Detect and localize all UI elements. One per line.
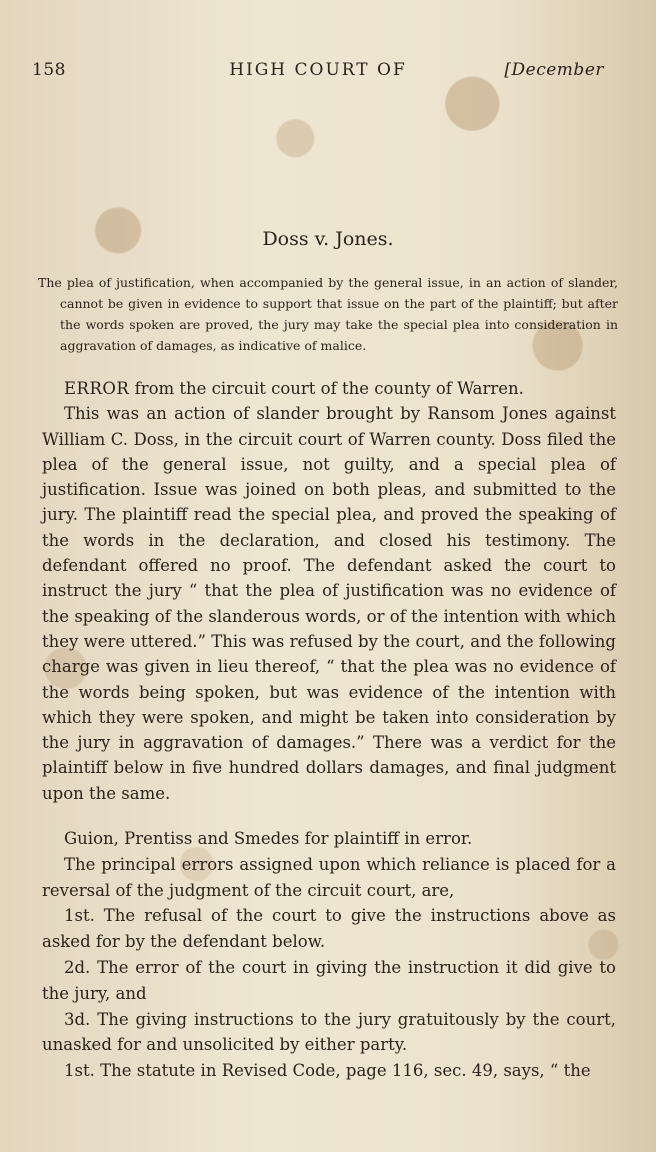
- page-number: 158: [32, 60, 66, 80]
- counsel-line: Guion, Prentiss and Smedes for plaintiff in error.: [64, 829, 473, 848]
- statute-line: 1st. The statute in Revised Code, page 116, sec. 49, says, “ the: [64, 1061, 591, 1081]
- statement-paragraph: This was an action of slander brought by Ransom Jones against William C. Doss, in the circuit court of Warren county. Doss filed the plea of the general issue, not guilty, and a special plea of justification. Issue was joined on both pleas, and submitted to the jury. The plaintiff read the special plea, and proved the speaking of the words in the declaration, and closed his testimony. The defendant offered no proof. The defendant asked the court to instruct the jury “ that the plea of justification was no evidence of the speaking of the slanderous words, or of the intention with which they were uttered.” This was refused by the court, and the following charge was given in lieu thereof, “ that the plea was no evidence of the words being spoken, but was evidence of the intention with which they were spoken, and might be taken into consideration by the jury in aggravation of damages.” There was a verdict for the plaintiff below in five hundred dollars damages, and final judgment upon the same.: [42, 404, 616, 803]
- headnote: The plea of justification, when accompanied by the general issue, in an action of slander, cannot be given in evidence to support that issue on the part of the plaintiff; but after the words spoken are proved, the jury may take the special plea into consideration in aggravation of damages, as indicative of malice.: [38, 275, 618, 353]
- case-title: Doss v. Jones.: [262, 228, 394, 250]
- case-statement: [42, 376, 616, 806]
- error-heading-rest: from the circuit court of the county of Warren.: [129, 379, 524, 398]
- running-header: [32, 60, 604, 88]
- running-title: HIGH COURT OF: [229, 60, 407, 80]
- error-item-2: 2d. The error of the court in giving the instruction it did give to the jury, and: [42, 957, 616, 1003]
- argument-section: [42, 826, 616, 1084]
- errors-intro: The principal errors assigned upon which reliance is placed for a reversal of the judgment of the circuit court, are,: [42, 854, 616, 900]
- error-heading-lead: ERROR: [64, 379, 130, 398]
- error-item-1: 1st. The refusal of the court to give the instructions above as asked for by the defendant below.: [42, 906, 616, 952]
- term-label: [December: [504, 60, 604, 80]
- error-item-3: 3d. The giving instructions to the jury gratuitously by the court, unasked for and unsolicited by either party.: [42, 1009, 616, 1055]
- error-heading: [42, 376, 616, 401]
